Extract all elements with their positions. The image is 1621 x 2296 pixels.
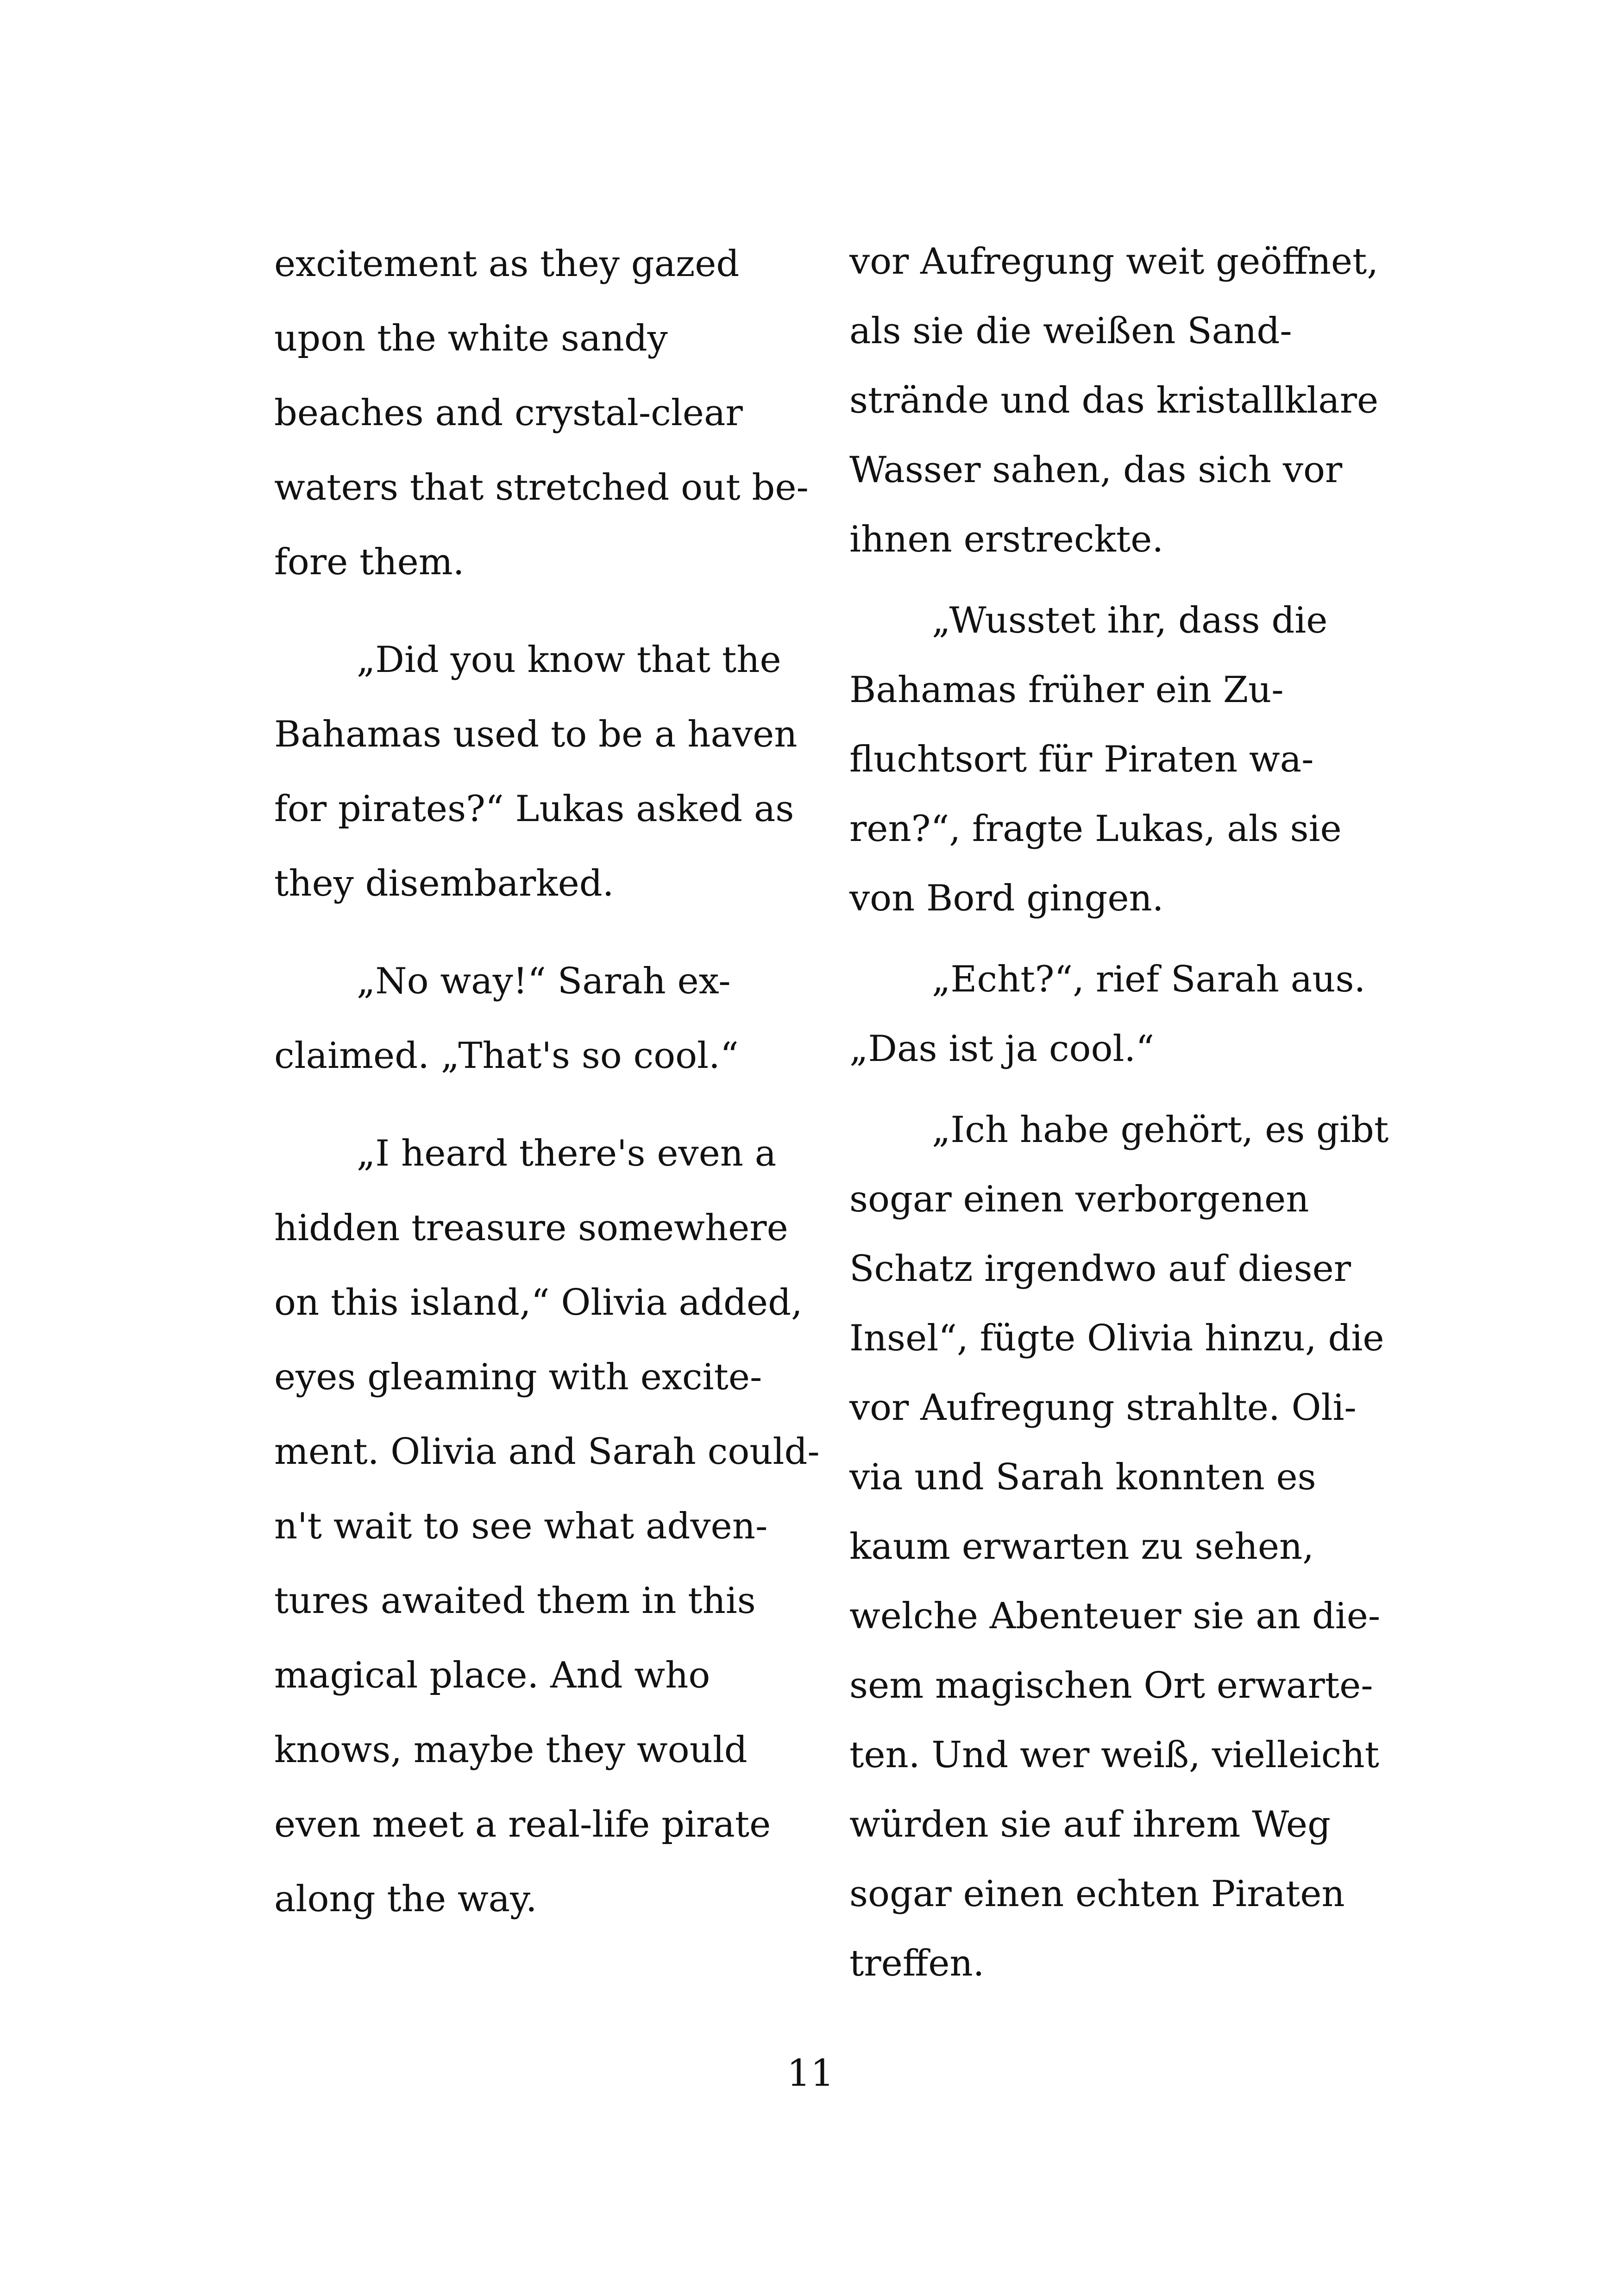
text-line: strände und das kristallklare [849, 380, 1379, 421]
paragraph [849, 586, 1382, 933]
text-line: along the way. [274, 1878, 537, 1920]
text-line: von Bord gingen. [849, 878, 1164, 919]
paragraph-gap [274, 600, 807, 623]
text-line: fluchtsort für Piraten wa- [849, 739, 1314, 780]
text-line: „Wusstet ihr, dass die [932, 600, 1328, 641]
text-line: „Did you know that the [357, 639, 781, 681]
text-line: „Das ist ja cool.“ [849, 1028, 1155, 1070]
text-line: Insel“, fügte Olivia hinzu, die [849, 1317, 1384, 1359]
text-line: Schatz irgendwo auf dieser [849, 1248, 1351, 1290]
text-line: sogar einen verborgenen [849, 1179, 1309, 1220]
text-line: knows, maybe they would [274, 1729, 748, 1771]
text-line: waters that stretched out be- [274, 467, 809, 508]
text-line: vor Aufregung strahlte. Oli- [849, 1387, 1357, 1429]
text-line: sem magischen Ort erwarte- [849, 1665, 1373, 1706]
text-line: on this island,“ Olivia added, [274, 1282, 803, 1324]
text-line: ihnen erstreckte. [849, 519, 1164, 560]
text-line: sogar einen echten Piraten [849, 1873, 1345, 1915]
text-line: hidden treasure somewhere [274, 1207, 788, 1249]
text-line: welche Abenteuer sie an die- [849, 1595, 1381, 1637]
text-line: treffen. [849, 1943, 985, 1984]
paragraph-gap [274, 1093, 807, 1117]
paragraph [849, 1095, 1389, 1998]
paragraph [274, 944, 807, 1093]
text-line: beaches and crystal-clear [274, 392, 743, 434]
paragraph [274, 227, 807, 600]
text-line: Wasser sahen, das sich vor [849, 449, 1343, 491]
paragraph [274, 1117, 820, 1937]
text-line: excitement as they gazed [274, 243, 740, 285]
page-number: 11 [787, 2051, 834, 2095]
text-line: n't wait to see what adven- [274, 1506, 768, 1547]
text-line: for pirates?“ Lukas asked as [274, 788, 794, 830]
paragraph [849, 227, 1382, 574]
text-line: magical place. And who [274, 1655, 710, 1696]
text-line: even meet a real-life pirate [274, 1804, 771, 1845]
text-line: tures awaited them in this [274, 1580, 756, 1622]
text-line: eyes gleaming with excite- [274, 1356, 762, 1398]
text-line: claimed. „That's so cool.“ [274, 1035, 739, 1077]
english-column [274, 227, 820, 1937]
text-line: upon the white sandy [274, 318, 668, 359]
paragraph [274, 623, 807, 921]
text-line: „I heard there's even a [357, 1133, 777, 1174]
text-line: they disembarked. [274, 863, 614, 904]
text-line: Bahamas früher ein Zu- [849, 669, 1284, 711]
text-line: ment. Olivia and Sarah could- [274, 1431, 820, 1473]
text-line: kaum erwarten zu sehen, [849, 1526, 1314, 1568]
paragraph-gap [849, 1084, 1382, 1095]
text-line: ren?“, fragte Lukas, als sie [849, 808, 1342, 850]
text-line: via und Sarah konnten es [849, 1456, 1316, 1498]
german-column [849, 227, 1389, 1998]
text-line: als sie die weißen Sand- [849, 310, 1292, 352]
text-line: würden sie auf ihrem Weg [849, 1804, 1331, 1845]
text-line: ten. Und wer weiß, vielleicht [849, 1734, 1380, 1776]
text-line: Bahamas used to be a haven [274, 714, 798, 755]
text-line: vor Aufregung weit geöffnet, [849, 241, 1379, 282]
text-line: „Echt?“, rief Sarah aus. [932, 959, 1366, 1000]
paragraph-gap [274, 921, 807, 944]
paragraph [849, 945, 1382, 1084]
paragraph-gap [849, 574, 1382, 586]
text-line: fore them. [274, 541, 465, 583]
text-line: „Ich habe gehört, es gibt [932, 1109, 1389, 1151]
text-line: „No way!“ Sarah ex- [357, 960, 731, 1002]
paragraph-gap [849, 933, 1382, 945]
